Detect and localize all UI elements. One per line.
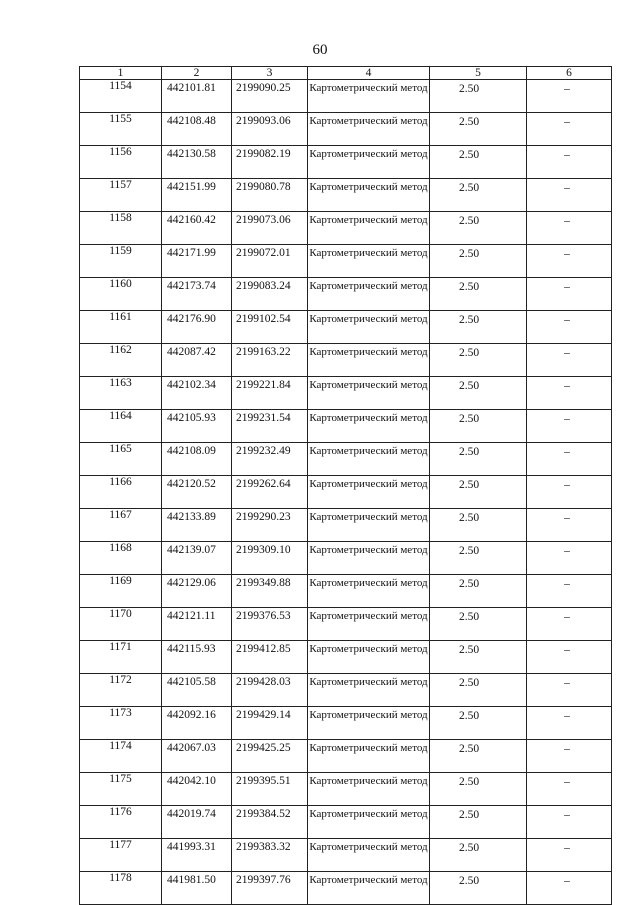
method-cell: Картометрический метод xyxy=(308,542,430,575)
x-coordinate-cell: 442067.03 xyxy=(162,740,232,773)
accuracy-cell: 2.50 xyxy=(430,179,527,212)
point-number-cell: 1160 xyxy=(80,278,162,311)
y-coordinate-cell: 2199309.10 xyxy=(232,542,308,575)
accuracy-cell: 2.50 xyxy=(430,476,527,509)
y-coordinate-cell: 2199072.01 xyxy=(232,245,308,278)
point-number-cell: 1171 xyxy=(80,641,162,674)
accuracy-cell: 2.50 xyxy=(430,707,527,740)
point-number-cell: 1172 xyxy=(80,674,162,707)
accuracy-cell: 2.50 xyxy=(430,542,527,575)
method-cell: Картометрический метод xyxy=(308,179,430,212)
method-cell: Картометрический метод xyxy=(308,443,430,476)
method-cell: Картометрический метод xyxy=(308,80,430,113)
column-header: 3 xyxy=(232,67,308,80)
table-row xyxy=(80,608,612,641)
table-row xyxy=(80,113,612,146)
y-coordinate-cell: 2199083.24 xyxy=(232,278,308,311)
accuracy-cell: 2.50 xyxy=(430,872,527,905)
accuracy-cell: 2.50 xyxy=(430,740,527,773)
accuracy-cell: 2.50 xyxy=(430,839,527,872)
point-number-cell: 1158 xyxy=(80,212,162,245)
x-coordinate-cell: 442115.93 xyxy=(162,641,232,674)
point-number-cell: 1173 xyxy=(80,707,162,740)
note-cell: – xyxy=(527,443,612,476)
point-number-cell: 1167 xyxy=(80,509,162,542)
method-cell: Картометрический метод xyxy=(308,278,430,311)
y-coordinate-cell: 2199429.14 xyxy=(232,707,308,740)
y-coordinate-cell: 2199384.52 xyxy=(232,806,308,839)
y-coordinate-cell: 2199080.78 xyxy=(232,179,308,212)
method-cell: Картометрический метод xyxy=(308,674,430,707)
method-cell: Картометрический метод xyxy=(308,872,430,905)
point-number-cell: 1170 xyxy=(80,608,162,641)
table-row xyxy=(80,773,612,806)
x-coordinate-cell: 441981.50 xyxy=(162,872,232,905)
point-number-cell: 1166 xyxy=(80,476,162,509)
x-coordinate-cell: 442108.09 xyxy=(162,443,232,476)
table-row xyxy=(80,509,612,542)
column-header: 5 xyxy=(430,67,527,80)
column-header: 2 xyxy=(162,67,232,80)
accuracy-cell: 2.50 xyxy=(430,443,527,476)
table-row xyxy=(80,674,612,707)
note-cell: – xyxy=(527,839,612,872)
column-header: 4 xyxy=(308,67,430,80)
x-coordinate-cell: 442160.42 xyxy=(162,212,232,245)
method-cell: Картометрический метод xyxy=(308,113,430,146)
note-cell: – xyxy=(527,410,612,443)
y-coordinate-cell: 2199290.23 xyxy=(232,509,308,542)
point-number-cell: 1159 xyxy=(80,245,162,278)
method-cell: Картометрический метод xyxy=(308,707,430,740)
table-body xyxy=(80,80,612,905)
method-cell: Картометрический метод xyxy=(308,740,430,773)
x-coordinate-cell: 442087.42 xyxy=(162,344,232,377)
table-row xyxy=(80,476,612,509)
table-row xyxy=(80,707,612,740)
coordinates-table xyxy=(79,66,612,905)
method-cell: Картометрический метод xyxy=(308,806,430,839)
point-number-cell: 1161 xyxy=(80,311,162,344)
y-coordinate-cell: 2199232.49 xyxy=(232,443,308,476)
method-cell: Картометрический метод xyxy=(308,212,430,245)
y-coordinate-cell: 2199428.03 xyxy=(232,674,308,707)
accuracy-cell: 2.50 xyxy=(430,113,527,146)
table-row xyxy=(80,575,612,608)
y-coordinate-cell: 2199102.54 xyxy=(232,311,308,344)
note-cell: – xyxy=(527,80,612,113)
accuracy-cell: 2.50 xyxy=(430,575,527,608)
table-row xyxy=(80,872,612,905)
table-row xyxy=(80,443,612,476)
method-cell: Картометрический метод xyxy=(308,641,430,674)
y-coordinate-cell: 2199231.54 xyxy=(232,410,308,443)
x-coordinate-cell: 442019.74 xyxy=(162,806,232,839)
method-cell: Картометрический метод xyxy=(308,377,430,410)
point-number-cell: 1176 xyxy=(80,806,162,839)
x-coordinate-cell: 442133.89 xyxy=(162,509,232,542)
y-coordinate-cell: 2199082.19 xyxy=(232,146,308,179)
note-cell: – xyxy=(527,740,612,773)
method-cell: Картометрический метод xyxy=(308,410,430,443)
column-header: 1 xyxy=(80,67,162,80)
note-cell: – xyxy=(527,476,612,509)
table-row xyxy=(80,839,612,872)
table-header-row xyxy=(80,67,612,80)
accuracy-cell: 2.50 xyxy=(430,641,527,674)
note-cell: – xyxy=(527,113,612,146)
y-coordinate-cell: 2199163.22 xyxy=(232,344,308,377)
table-row xyxy=(80,410,612,443)
x-coordinate-cell: 442171.99 xyxy=(162,245,232,278)
table-row xyxy=(80,740,612,773)
x-coordinate-cell: 442151.99 xyxy=(162,179,232,212)
table-row xyxy=(80,179,612,212)
x-coordinate-cell: 442173.74 xyxy=(162,278,232,311)
y-coordinate-cell: 2199090.25 xyxy=(232,80,308,113)
note-cell: – xyxy=(527,674,612,707)
y-coordinate-cell: 2199349.88 xyxy=(232,575,308,608)
point-number-cell: 1154 xyxy=(80,80,162,113)
y-coordinate-cell: 2199376.53 xyxy=(232,608,308,641)
y-coordinate-cell: 2199262.64 xyxy=(232,476,308,509)
accuracy-cell: 2.50 xyxy=(430,608,527,641)
y-coordinate-cell: 2199397.76 xyxy=(232,872,308,905)
x-coordinate-cell: 442092.16 xyxy=(162,707,232,740)
accuracy-cell: 2.50 xyxy=(430,509,527,542)
note-cell: – xyxy=(527,542,612,575)
method-cell: Картометрический метод xyxy=(308,245,430,278)
x-coordinate-cell: 442042.10 xyxy=(162,773,232,806)
point-number-cell: 1175 xyxy=(80,773,162,806)
accuracy-cell: 2.50 xyxy=(430,80,527,113)
point-number-cell: 1157 xyxy=(80,179,162,212)
y-coordinate-cell: 2199221.84 xyxy=(232,377,308,410)
y-coordinate-cell: 2199412.85 xyxy=(232,641,308,674)
method-cell: Картометрический метод xyxy=(308,608,430,641)
table-row xyxy=(80,641,612,674)
y-coordinate-cell: 2199395.51 xyxy=(232,773,308,806)
note-cell: – xyxy=(527,179,612,212)
accuracy-cell: 2.50 xyxy=(430,245,527,278)
y-coordinate-cell: 2199093.06 xyxy=(232,113,308,146)
method-cell: Картометрический метод xyxy=(308,311,430,344)
table-row xyxy=(80,542,612,575)
x-coordinate-cell: 442101.81 xyxy=(162,80,232,113)
point-number-cell: 1169 xyxy=(80,575,162,608)
column-header: 6 xyxy=(527,67,612,80)
note-cell: – xyxy=(527,872,612,905)
table-row xyxy=(80,278,612,311)
x-coordinate-cell: 442102.34 xyxy=(162,377,232,410)
note-cell: – xyxy=(527,509,612,542)
note-cell: – xyxy=(527,641,612,674)
note-cell: – xyxy=(527,311,612,344)
accuracy-cell: 2.50 xyxy=(430,146,527,179)
table-row xyxy=(80,344,612,377)
method-cell: Картометрический метод xyxy=(308,575,430,608)
y-coordinate-cell: 2199425.25 xyxy=(232,740,308,773)
point-number-cell: 1156 xyxy=(80,146,162,179)
table-row xyxy=(80,311,612,344)
accuracy-cell: 2.50 xyxy=(430,806,527,839)
note-cell: – xyxy=(527,245,612,278)
y-coordinate-cell: 2199383.32 xyxy=(232,839,308,872)
accuracy-cell: 2.50 xyxy=(430,212,527,245)
note-cell: – xyxy=(527,212,612,245)
x-coordinate-cell: 442129.06 xyxy=(162,575,232,608)
accuracy-cell: 2.50 xyxy=(430,311,527,344)
x-coordinate-cell: 442121.11 xyxy=(162,608,232,641)
method-cell: Картометрический метод xyxy=(308,344,430,377)
point-number-cell: 1174 xyxy=(80,740,162,773)
x-coordinate-cell: 441993.31 xyxy=(162,839,232,872)
x-coordinate-cell: 442105.93 xyxy=(162,410,232,443)
point-number-cell: 1162 xyxy=(80,344,162,377)
accuracy-cell: 2.50 xyxy=(430,410,527,443)
method-cell: Картометрический метод xyxy=(308,509,430,542)
point-number-cell: 1164 xyxy=(80,410,162,443)
table-row xyxy=(80,806,612,839)
note-cell: – xyxy=(527,575,612,608)
note-cell: – xyxy=(527,773,612,806)
method-cell: Картометрический метод xyxy=(308,146,430,179)
point-number-cell: 1155 xyxy=(80,113,162,146)
page-number: 60 xyxy=(312,42,328,58)
note-cell: – xyxy=(527,146,612,179)
accuracy-cell: 2.50 xyxy=(430,344,527,377)
note-cell: – xyxy=(527,707,612,740)
accuracy-cell: 2.50 xyxy=(430,773,527,806)
note-cell: – xyxy=(527,608,612,641)
point-number-cell: 1168 xyxy=(80,542,162,575)
x-coordinate-cell: 442120.52 xyxy=(162,476,232,509)
accuracy-cell: 2.50 xyxy=(430,674,527,707)
x-coordinate-cell: 442105.58 xyxy=(162,674,232,707)
point-number-cell: 1178 xyxy=(80,872,162,905)
note-cell: – xyxy=(527,377,612,410)
x-coordinate-cell: 442108.48 xyxy=(162,113,232,146)
accuracy-cell: 2.50 xyxy=(430,278,527,311)
table-row xyxy=(80,245,612,278)
x-coordinate-cell: 442176.90 xyxy=(162,311,232,344)
x-coordinate-cell: 442139.07 xyxy=(162,542,232,575)
note-cell: – xyxy=(527,344,612,377)
point-number-cell: 1163 xyxy=(80,377,162,410)
point-number-cell: 1177 xyxy=(80,839,162,872)
x-coordinate-cell: 442130.58 xyxy=(162,146,232,179)
point-number-cell: 1165 xyxy=(80,443,162,476)
y-coordinate-cell: 2199073.06 xyxy=(232,212,308,245)
method-cell: Картометрический метод xyxy=(308,476,430,509)
table-row xyxy=(80,212,612,245)
table-row xyxy=(80,377,612,410)
table-row xyxy=(80,80,612,113)
note-cell: – xyxy=(527,278,612,311)
method-cell: Картометрический метод xyxy=(308,839,430,872)
note-cell: – xyxy=(527,806,612,839)
method-cell: Картометрический метод xyxy=(308,773,430,806)
table-row xyxy=(80,146,612,179)
accuracy-cell: 2.50 xyxy=(430,377,527,410)
